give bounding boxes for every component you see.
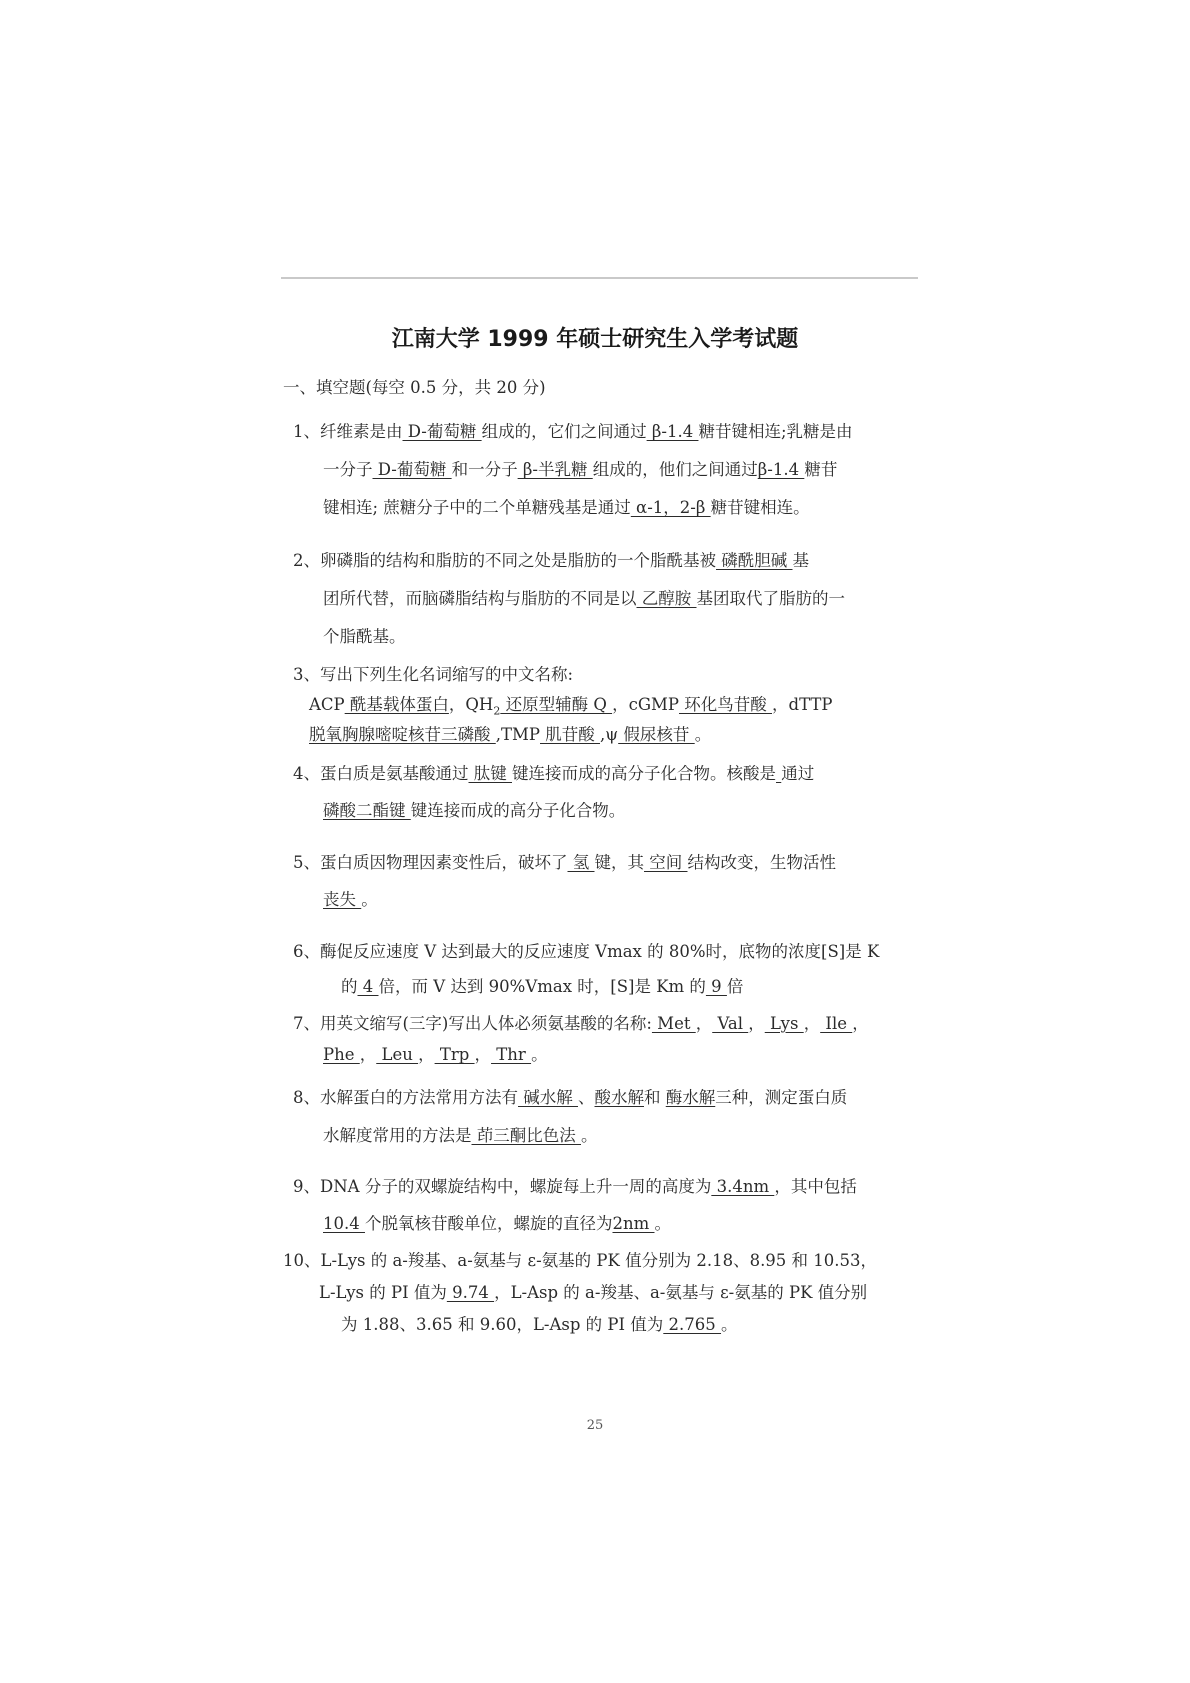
answer: 3.4nm <box>711 1177 775 1196</box>
answer: 脱氧胸腺嘧啶核苷三磷酸 <box>309 725 496 744</box>
answer: 环化鸟苷酸 <box>679 695 773 714</box>
page-title: 江南大学 1999 年硕士研究生入学考试题 <box>391 327 799 352</box>
answer: 2nm <box>612 1214 655 1233</box>
answer: Trp <box>434 1045 475 1064</box>
answer: 9 <box>705 977 727 996</box>
question-9-line-1: 9、DNA 分子的双螺旋结构中，螺旋每上升一周的高度为 3.4nm ，其中包括 <box>293 1177 857 1196</box>
question-6-line-2: 的 4 倍，而 V 达到 90%Vmax 时，[S]是 Km 的 9 倍 <box>341 977 744 996</box>
answer: 酸水解 <box>594 1088 644 1107</box>
answer: Phe <box>323 1045 360 1064</box>
answer: 4 <box>357 977 379 996</box>
answer: α-1，2-β <box>630 498 711 517</box>
answer: Val <box>712 1014 749 1033</box>
question-10-line-3: 为 1.88、3.65 和 9.60，L-Asp 的 PI 值为 2.765 。 <box>341 1315 738 1334</box>
question-3-line-1: 3、写出下列生化名词缩写的中文名称: <box>293 665 574 684</box>
question-2-line-3: 个脂酰基。 <box>323 627 406 646</box>
answer: 肌苷酸 <box>540 725 600 744</box>
question-10-line-2: L-Lys 的 PI 值为 9.74 ，L-Asp 的 a-羧基、a-氨基与 ε-氨基的 PK 值分别 <box>319 1283 868 1302</box>
answer: Ile <box>820 1014 853 1033</box>
question-3-line-2: ACP 酰基载体蛋白，$QH_2$ 还原型辅酶 Q ，cGMP 环化鸟苷酸 ，dTTP <box>309 695 833 718</box>
answer: 碱水解 <box>518 1088 578 1107</box>
answer: 酰基载体蛋白 <box>344 695 449 714</box>
question-4-line-2: 磷酸二酯键 键连接而成的高分子化合物。 <box>323 801 626 820</box>
answer: 酶水解 <box>665 1088 716 1107</box>
answer: D-葡萄糖 <box>402 422 482 441</box>
answer: Lys <box>764 1014 804 1033</box>
answer: D-葡萄糖 <box>372 460 452 479</box>
question-5-line-1: 5、蛋白质因物理因素变性后，破坏了 氢 键，其 空间 结构改变，生物活性 <box>293 853 836 872</box>
answer: 10.4 <box>323 1214 365 1233</box>
answer: 假尿核苷 <box>618 725 695 744</box>
question-8-line-2: 水解度常用的方法是 茚三酮比色法 。 <box>323 1126 598 1145</box>
question-7-line-1: 7、用英文缩写(三字)写出人体必须氨基酸的名称: Met ， Val ， Lys ， Ile ， <box>293 1014 869 1033</box>
answer: 茚三酮比色法 <box>471 1126 581 1145</box>
answer: Met <box>651 1014 696 1033</box>
question-7-line-2: Phe ， Leu ， Trp ， Thr 。 <box>323 1045 548 1064</box>
header-rule <box>281 277 918 279</box>
answer: 丧失 <box>323 890 362 909</box>
answer: 2.765 <box>663 1315 722 1334</box>
answer: 肽键 <box>468 764 512 783</box>
question-3-line-3: 脱氧胸腺嘧啶核苷三磷酸 ,TMP 肌苷酸 ,ψ 假尿核苷 。 <box>309 725 712 744</box>
answer: 还原型辅酶 Q <box>500 695 613 714</box>
answer: Thr <box>491 1045 532 1064</box>
question-5-line-2: 丧失 。 <box>323 890 378 909</box>
question-4-line-1: 4、蛋白质是氨基酸通过 肽键 键连接而成的高分子化合物。核酸是 通过 <box>293 764 815 783</box>
question-6-line-1: 6、酶促反应速度 V 达到最大的反应速度 Vmax 的 80%时，底物的浓度[S]是 K <box>293 942 880 961</box>
section-heading: 一、填空题(每空 0.5 分，共 20 分) <box>283 378 546 397</box>
answer: 空间 <box>644 853 688 872</box>
question-1-line-3: 键相连; 蔗糖分子中的二个单糖残基是通过 α-1，2-β 糖苷键相连。 <box>323 498 810 517</box>
question-2-line-2: 团所代替，而脑磷脂结构与脂肪的不同是以 乙醇胺 基团取代了脂肪的一 <box>323 589 845 608</box>
page-number: 25 <box>586 1418 604 1433</box>
answer: 乙醇胺 <box>636 589 697 608</box>
question-8-line-1: 8、水解蛋白的方法常用方法有 碱水解 、酸水解和 酶水解三种，测定蛋白质 <box>293 1088 848 1107</box>
answer: β-1.4 <box>757 460 805 479</box>
answer: β-1.4 <box>646 422 699 441</box>
answer: Leu <box>376 1045 419 1064</box>
answer: 磷酸二酯键 <box>323 801 411 820</box>
question-2-line-1: 2、卵磷脂的结构和脂肪的不同之处是脂肪的一个脂酰基被 磷酰胆碱 基 <box>293 551 809 570</box>
answer: 磷酰胆碱 <box>716 551 793 570</box>
answer: 9.74 <box>446 1283 495 1302</box>
question-1-line-1: 1、纤维素是由 D-葡萄糖 组成的，它们之间通过 β-1.4 糖苷键相连;乳糖是由 <box>293 422 853 441</box>
answer: 氢 <box>567 853 595 872</box>
answer: β-半乳糖 <box>517 460 593 479</box>
question-10-line-1: 10、L-Lys 的 a-羧基、a-氨基与 ε-氨基的 PK 值分别为 2.18、8.95 和 10.53， <box>283 1251 878 1270</box>
question-9-line-2: 10.4 个脱氧核苷酸单位，螺旋的直径为2nm 。 <box>323 1214 671 1233</box>
question-1-line-2: 一分子 D-葡萄糖 和一分子 β-半乳糖 组成的，他们之间通过β-1.4 糖苷 <box>323 460 838 479</box>
